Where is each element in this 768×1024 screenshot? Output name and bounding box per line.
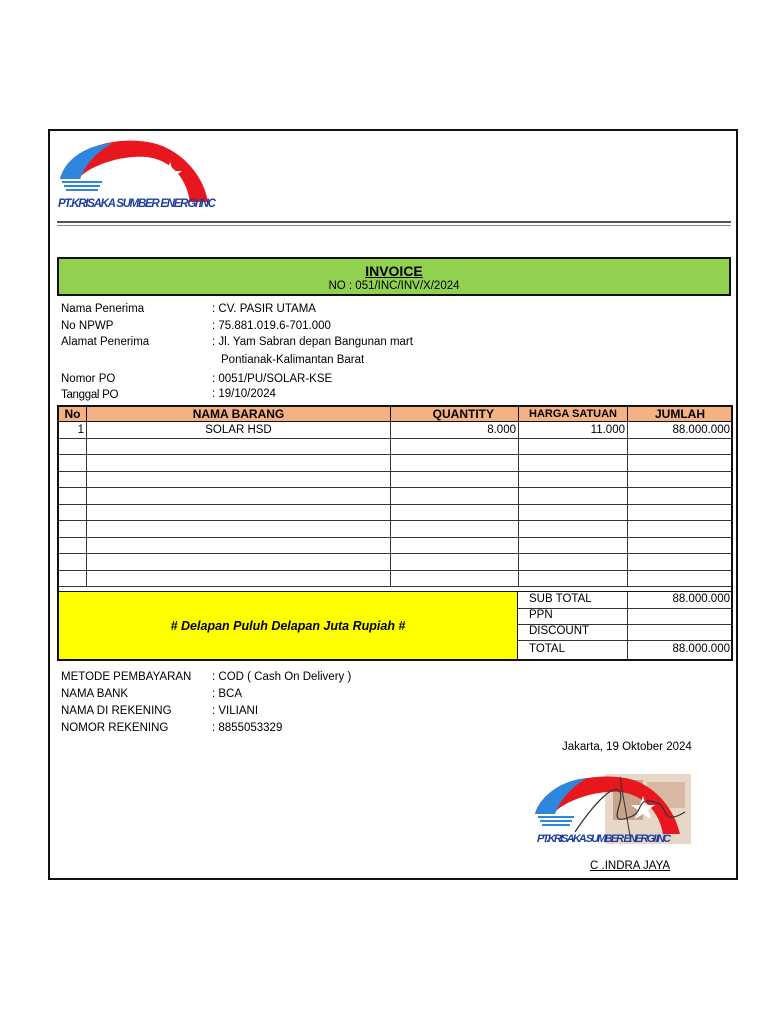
- ppn-label: PPN: [529, 609, 553, 621]
- address-value-line2: Pontianak-Kalimantan Barat: [221, 354, 365, 366]
- po-date-value: : 19/10/2024: [212, 388, 276, 400]
- account-name-label: NAMA DI REKENING: [61, 705, 172, 717]
- address-value: : Jl. Yam Sabran depan Bangunan mart: [212, 336, 413, 348]
- amount-in-words-text: # Delapan Puluh Delapan Juta Rupiah #: [170, 618, 406, 633]
- table-header-row: [59, 407, 733, 422]
- discount-row: [518, 624, 732, 641]
- payment-method-value: : COD ( Cash On Delivery ): [212, 671, 352, 683]
- logo-text: PT.KRISAKA SUMBER ENERGI INC: [58, 198, 216, 210]
- total-value: 88.000.000: [672, 643, 730, 655]
- bank-name-value: : BCA: [212, 688, 243, 700]
- col-price-header: HARGA SATUAN: [519, 407, 628, 422]
- po-date-label: Tanggal PO: [61, 389, 119, 401]
- table-row: [59, 554, 733, 571]
- cell-price: 11.000: [519, 422, 628, 439]
- total-label: TOTAL: [529, 643, 565, 655]
- account-name-value: : VILIANI: [212, 705, 259, 717]
- summary-divider: [627, 592, 628, 660]
- po-number-label: Nomor PO: [61, 373, 116, 385]
- items-table: [58, 406, 733, 587]
- table-row: [59, 488, 733, 505]
- payment-method-label: METODE PEMBAYARAN: [61, 671, 192, 683]
- cell-no: 1: [59, 422, 87, 439]
- header-rule: [57, 221, 731, 223]
- discount-label: DISCOUNT: [529, 625, 590, 637]
- ppn-row: [518, 608, 732, 625]
- col-no-header: No: [59, 407, 87, 422]
- company-logo: [58, 137, 218, 212]
- subtotal-label: SUB TOTAL: [529, 593, 592, 605]
- col-item-header: NAMA BARANG: [87, 407, 391, 422]
- po-number-value: : 0051/PU/SOLAR-KSE: [212, 373, 333, 385]
- subtotal-value: 88.000.000: [672, 593, 730, 605]
- account-number-value: : 8855053329: [212, 722, 283, 734]
- table-row: [59, 438, 733, 455]
- bank-name-label: NAMA BANK: [61, 688, 129, 700]
- table-row: [59, 422, 733, 439]
- table-row: [59, 455, 733, 472]
- company-stamp-signature: [535, 772, 695, 848]
- invoice-title: INVOICE: [365, 263, 423, 279]
- cell-amount: 88.000.000: [628, 422, 733, 439]
- table-row: [59, 521, 733, 538]
- header-rule-thin: [57, 225, 731, 226]
- invoice-number: NO : 051/INC/INV/X/2024: [328, 280, 460, 292]
- signer-name: C .INDRA JAYA: [590, 860, 671, 872]
- col-qty-header: QUANTITY: [391, 407, 519, 422]
- cell-qty: 8.000: [391, 422, 519, 439]
- total-row: [518, 641, 732, 658]
- stamp-logo-text: PT.KRISAKA SUMBER ENERGI INC: [537, 833, 671, 845]
- place-date: Jakarta, 19 Oktober 2024: [562, 741, 692, 753]
- amount-in-words: [59, 592, 517, 659]
- table-row: [59, 537, 733, 554]
- summary-left-border: [517, 591, 518, 660]
- address-label: Alamat Penerima: [61, 336, 150, 348]
- summary-top-border: [59, 591, 732, 592]
- table-row: [59, 504, 733, 521]
- npwp-label: No NPWP: [61, 320, 114, 332]
- table-row: [59, 570, 733, 587]
- npwp-value: : 75.881.019.6-701.000: [212, 320, 331, 332]
- recipient-name-value: : CV. PASIR UTAMA: [212, 303, 316, 315]
- account-number-label: NOMOR REKENING: [61, 722, 169, 734]
- recipient-name-label: Nama Penerima: [61, 303, 145, 315]
- invoice-banner: [57, 257, 731, 296]
- table-row: [59, 471, 733, 488]
- cell-item: SOLAR HSD: [87, 422, 391, 439]
- col-amount-header: JUMLAH: [628, 407, 733, 422]
- subtotal-row: [518, 592, 732, 609]
